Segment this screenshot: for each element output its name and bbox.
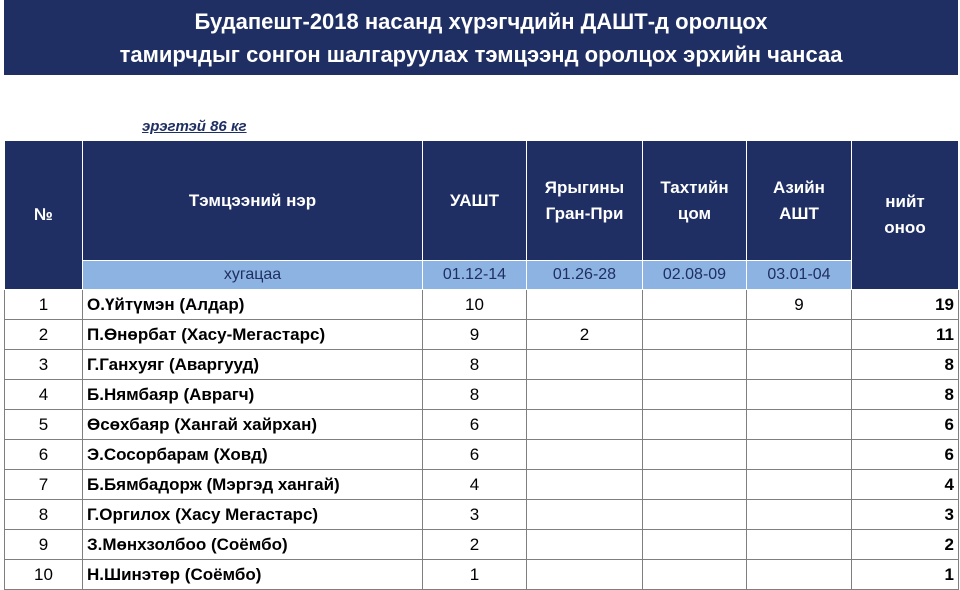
header-yaryg-line-2: Гран-При — [545, 203, 624, 223]
asia-points — [747, 500, 852, 530]
uasht-points: 8 — [423, 380, 527, 410]
uasht-points: 1 — [423, 560, 527, 590]
table-row — [5, 440, 959, 470]
period-yaryg: 01.26-28 — [527, 261, 643, 290]
row-number: 9 — [5, 530, 83, 560]
table-row — [5, 410, 959, 440]
header-yaryg — [527, 141, 643, 261]
header-takht-line-1: Тахтийн — [660, 177, 729, 197]
asia-points — [747, 440, 852, 470]
period-uasht: 01.12-14 — [423, 261, 527, 290]
total-points: 8 — [852, 380, 959, 410]
header-uasht: УАШТ — [423, 141, 527, 261]
takht-points — [643, 560, 747, 590]
athlete-name: З.Мөнхзолбоо (Соёмбо) — [83, 530, 423, 560]
total-points: 3 — [852, 500, 959, 530]
takht-points — [643, 410, 747, 440]
athlete-name: Г.Ганхуяг (Аваргууд) — [83, 350, 423, 380]
yaryg-points: 2 — [527, 320, 643, 350]
asia-points — [747, 530, 852, 560]
uasht-points: 9 — [423, 320, 527, 350]
yaryg-points — [527, 290, 643, 320]
athlete-name: Н.Шинэтөр (Соёмбо) — [83, 560, 423, 590]
header-number: № — [5, 141, 83, 290]
total-points: 6 — [852, 440, 959, 470]
yaryg-points — [527, 380, 643, 410]
header-total-line-2: оноо — [884, 218, 926, 237]
header-total-line-1: нийт — [885, 192, 925, 211]
athlete-name: Б.Нямбаяр (Аврагч) — [83, 380, 423, 410]
yaryg-points — [527, 350, 643, 380]
table-row — [5, 380, 959, 410]
header-asia-line-1: Азийн — [773, 177, 825, 197]
title-banner — [4, 0, 958, 75]
title-line-1: Будапешт-2018 насанд хүрэгчдийн ДАШТ-д оролцох — [194, 9, 768, 34]
row-number: 3 — [5, 350, 83, 380]
uasht-points: 10 — [423, 290, 527, 320]
asia-points — [747, 320, 852, 350]
yaryg-points — [527, 470, 643, 500]
asia-points — [747, 350, 852, 380]
uasht-points: 6 — [423, 440, 527, 470]
takht-points — [643, 320, 747, 350]
header-takht-line-2: цом — [677, 203, 712, 223]
header-takht — [643, 141, 747, 261]
asia-points — [747, 470, 852, 500]
athlete-name: Э.Сосорбарам (Ховд) — [83, 440, 423, 470]
uasht-points: 6 — [423, 410, 527, 440]
takht-points — [643, 380, 747, 410]
table-row — [5, 320, 959, 350]
row-number: 5 — [5, 410, 83, 440]
header-competition: Тэмцээний нэр — [83, 141, 423, 261]
athlete-name: О.Үйтүмэн (Алдар) — [83, 290, 423, 320]
table-row — [5, 500, 959, 530]
yaryg-points — [527, 410, 643, 440]
table-row — [5, 290, 959, 320]
table-row — [5, 560, 959, 590]
takht-points — [643, 350, 747, 380]
period-label: хугацаа — [83, 261, 423, 290]
takht-points — [643, 470, 747, 500]
row-number: 2 — [5, 320, 83, 350]
header-asia-line-2: АШТ — [779, 203, 819, 223]
row-number: 1 — [5, 290, 83, 320]
takht-points — [643, 500, 747, 530]
total-points: 11 — [852, 320, 959, 350]
header-asia — [747, 141, 852, 261]
yaryg-points — [527, 530, 643, 560]
weight-category-label: эрэгтэй 86 кг — [142, 118, 247, 135]
uasht-points: 8 — [423, 350, 527, 380]
row-number: 8 — [5, 500, 83, 530]
asia-points — [747, 380, 852, 410]
total-points: 1 — [852, 560, 959, 590]
total-points: 8 — [852, 350, 959, 380]
row-number: 10 — [5, 560, 83, 590]
total-points: 4 — [852, 470, 959, 500]
row-number: 4 — [5, 380, 83, 410]
row-number: 6 — [5, 440, 83, 470]
athlete-name: Г.Оргилох (Хасу Мегастарс) — [83, 500, 423, 530]
total-points: 2 — [852, 530, 959, 560]
table-row — [5, 350, 959, 380]
ranking-table — [4, 140, 959, 590]
period-asia: 03.01-04 — [747, 261, 852, 290]
uasht-points: 3 — [423, 500, 527, 530]
yaryg-points — [527, 500, 643, 530]
asia-points — [747, 560, 852, 590]
athlete-name: П.Өнөрбат (Хасу-Мегастарс) — [83, 320, 423, 350]
yaryg-points — [527, 440, 643, 470]
uasht-points: 2 — [423, 530, 527, 560]
yaryg-points — [527, 560, 643, 590]
total-points: 6 — [852, 410, 959, 440]
asia-points — [747, 410, 852, 440]
takht-points — [643, 290, 747, 320]
asia-points: 9 — [747, 290, 852, 320]
header-total — [852, 141, 959, 290]
table-row — [5, 470, 959, 500]
row-number: 7 — [5, 470, 83, 500]
table-row — [5, 530, 959, 560]
total-points: 19 — [852, 290, 959, 320]
title-line-2: тамирчдыг сонгон шалгаруулах тэмцээнд оролцох эрхийн чансаа — [119, 42, 843, 67]
period-takht: 02.08-09 — [643, 261, 747, 290]
athlete-name: Өсөхбаяр (Хангай хайрхан) — [83, 410, 423, 440]
athlete-name: Б.Бямбадорж (Мэргэд хангай) — [83, 470, 423, 500]
uasht-points: 4 — [423, 470, 527, 500]
header-yaryg-line-1: Ярыгины — [544, 177, 625, 197]
takht-points — [643, 530, 747, 560]
takht-points — [643, 440, 747, 470]
